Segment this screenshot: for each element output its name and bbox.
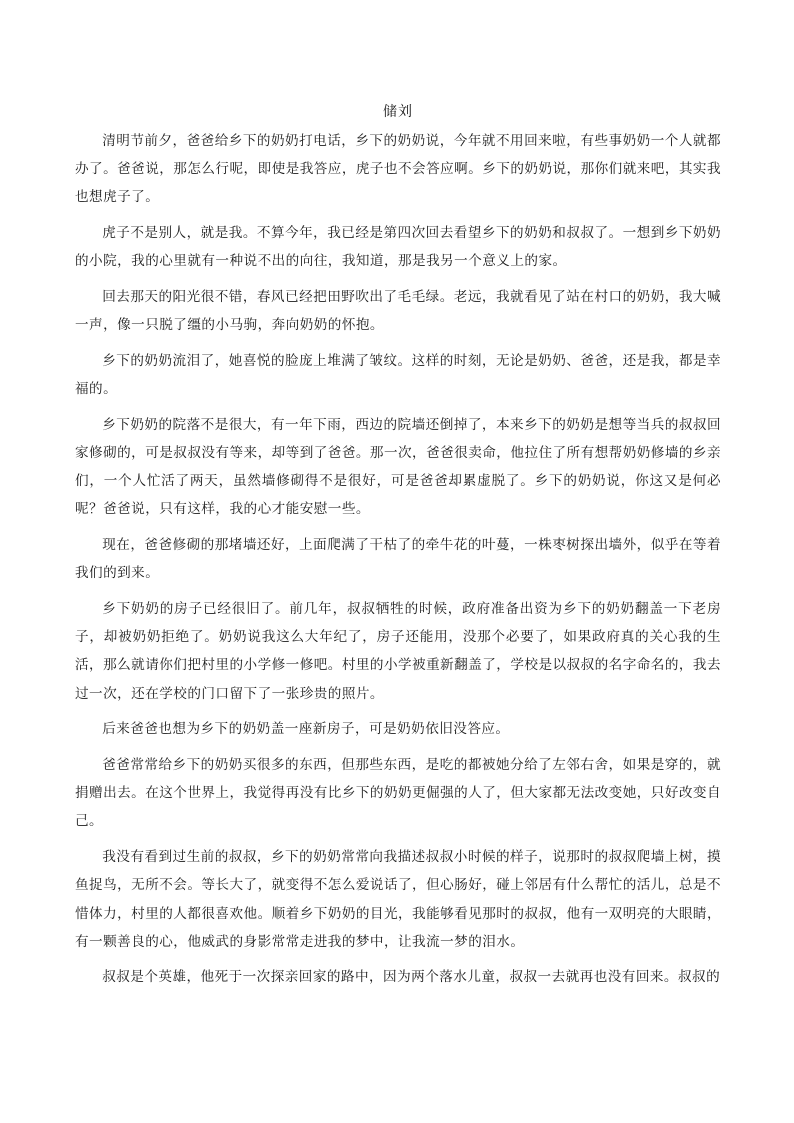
paragraph-7: 乡下奶奶的房子已经很旧了。前几年，叔叔牺牲的时候，政府准备出资为乡下的奶奶翻盖一下老房子，却被奶奶拒绝了。奶奶说我这么大年纪了，房子还能用，没那个必要了，如果政府真的关心我的生活，那么就请你们把村里的小学修一修吧。村里的小学被重新翻盖了，学校是以叔叔的名字命名的，我去过一次，还在学校的门口留下了一张珍贵的照片。 <box>75 601 722 702</box>
document-body <box>75 101 721 999</box>
paragraph-10: 我没有看到过生前的叔叔，乡下的奶奶常常向我描述叔叔小时候的样子，说那时的叔叔爬墙上树，摸鱼捉鸟，无所不会。等长大了，就变得不怎么爱说话了，但心肠好，碰上邻居有什么帮忙的活儿，总是不惜体力，村里的人都很喜欢他。顺着乡下奶奶的目光，我能够看见那时的叔叔，他有一双明亮的大眼睛，有一颗善良的心，他威武的身影常常走进我的梦中，让我流一梦的泪水。 <box>75 849 722 950</box>
paragraph-4: 乡下的奶奶流泪了，她喜悦的脸庞上堆满了皱纹。这样的时刻，无论是奶奶、爸爸，还是我，都是幸福的。 <box>75 352 721 398</box>
paragraph-6: 现在，爸爸修砌的那堵墙还好，上面爬满了干枯了的牵牛花的叶蔓，一株枣树探出墙外，似乎在等着我们的到来。 <box>75 537 721 582</box>
paragraph-8: 后来爸爸也想为乡下的奶奶盖一座新房子，可是奶奶依旧没答应。 <box>102 721 510 738</box>
paragraph-3: 回去那天的阳光很不错，春风已经把田野吹出了毛毛绿。老远，我就看见了站在村口的奶奶，我大喊一声，像一只脱了缰的小马驹，奔向奶奶的怀抱。 <box>75 289 721 334</box>
paragraph-11: 叔叔是个英雄，他死于一次探亲回家的路中，因为两个落水儿童，叔叔一去就再也没有回来。叔叔的 <box>102 969 721 986</box>
document-title: 储刘 <box>383 104 413 120</box>
paragraph-1: 清明节前夕，爸爸给乡下的奶奶打电话，乡下的奶奶说，今年就不用回来啦，有些事奶奶一个人就都办了。爸爸说，那怎么行呢，即使是我答应，虎子也不会答应啊。乡下的奶奶说，那你们就来吧，其实我也想虎子了。 <box>75 133 722 206</box>
paragraph-5: 乡下奶奶的院落不是很大，有一年下雨，西边的院墙还倒掉了，本来乡下的奶奶是想等当兵的叔叔回家修砌的，可是叔叔没有等来，却等到了爸爸。那一次，爸爸很卖命，他拉住了所有想帮奶奶修墙的乡亲们，一个人忙活了两天，虽然墙修砌得不是很好，可是爸爸却累虚脱了。乡下的奶奶说，你这又是何必呢？爸爸说，只有这样，我的心才能安慰一些。 <box>75 416 722 518</box>
paragraph-9: 爸爸常常给乡下的奶奶买很多的东西，但那些东西，是吃的都被她分给了左邻右舍，如果是穿的，就捐赠出去。在这个世界上，我觉得再没有比乡下的奶奶更倔强的人了，但大家都无法改变她，只好改变自己。 <box>75 757 722 830</box>
paragraph-2: 虎子不是别人，就是我。不算今年，我已经是第四次回去看望乡下的奶奶和叔叔了。一想到乡下奶奶的小院，我的心里就有一种说不出的向往，我知道，那是我另一个意义上的家。 <box>75 225 721 270</box>
